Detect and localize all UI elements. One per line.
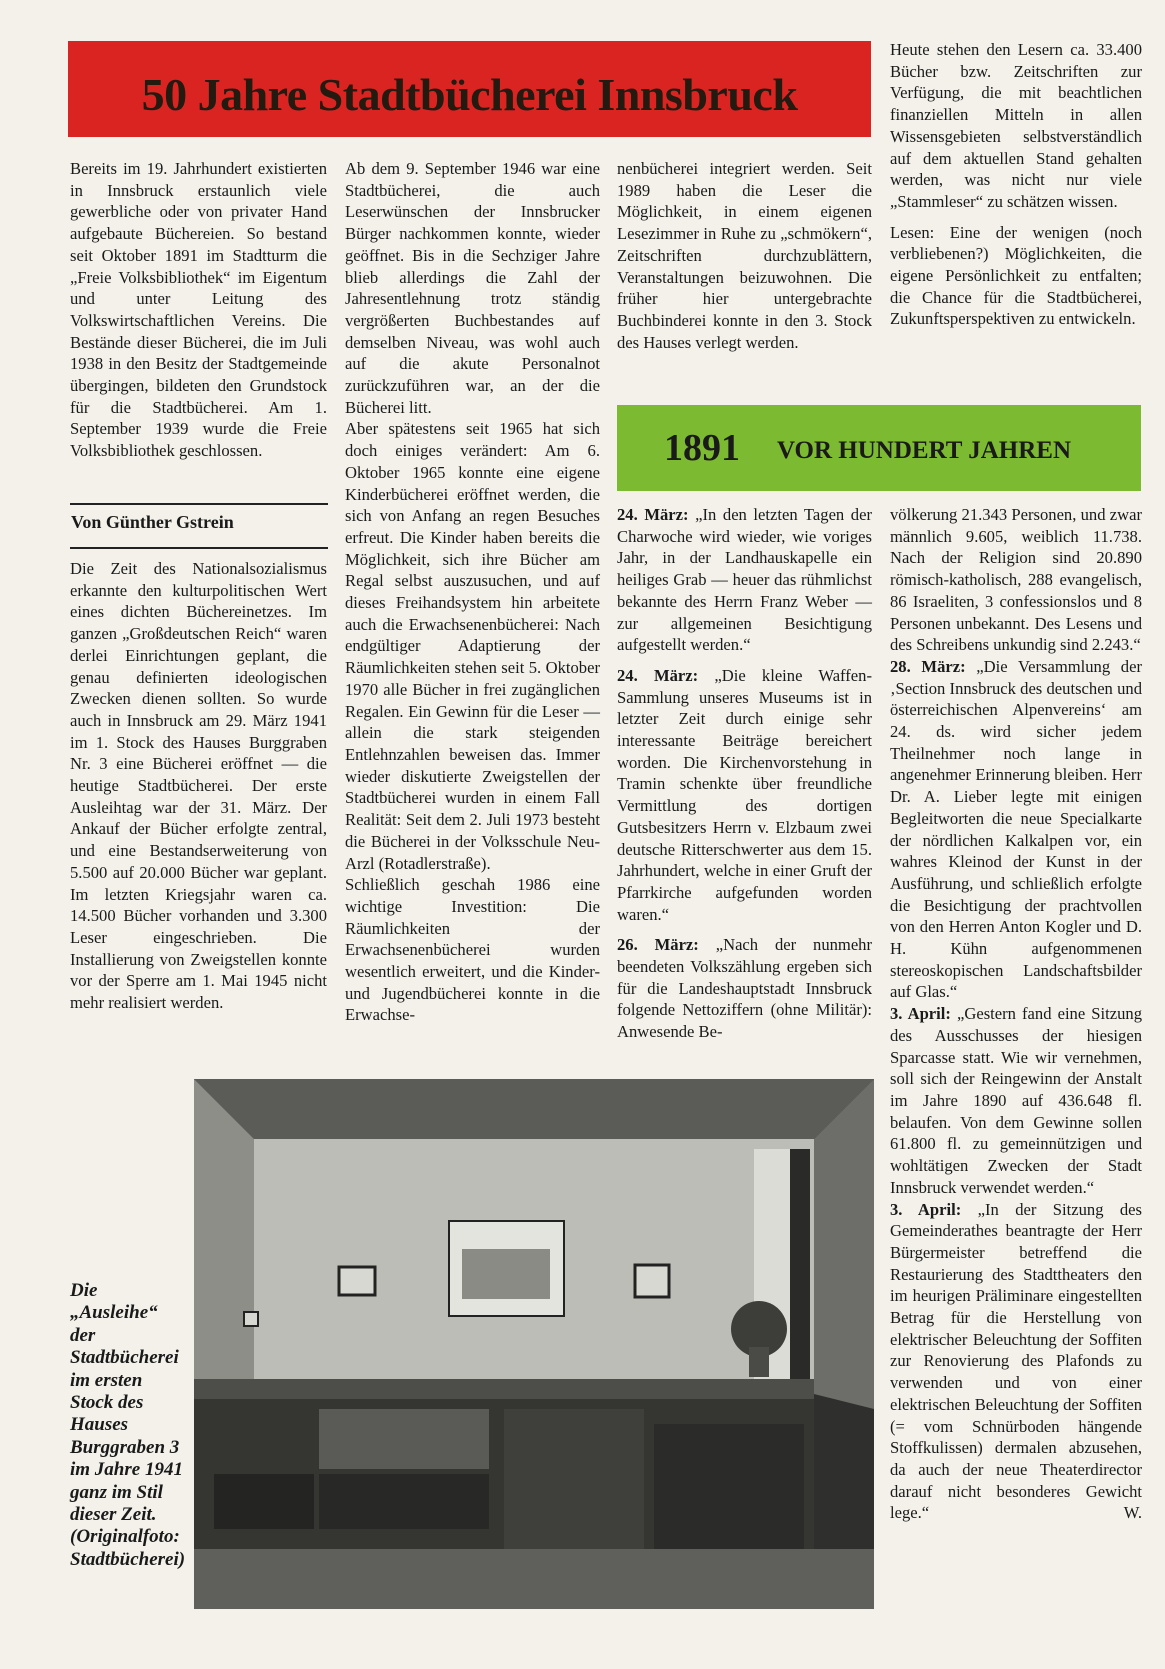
column-2 [345, 158, 600, 1026]
paragraph: Heute stehen den Lesern ca. 33.400 Bücher bzw. Zeitschriften zur Verfügung, die mit beachtlichen finanziellen Mitteln in allen Wissensgebieten selbstverständlich auf dem aktuellen Stand gehalten werden, was nicht nur viele „Stammleser“ zu schätzen wissen. [890, 40, 1142, 211]
entry-text: „In der Sitzung des Gemeinderathes beantragte der Herr Bürgermeister betreffend die Restaurierung des Stadttheaters den im heurigen Präliminare eingestellten Betrag für die Herstellung von elektrischer Beleuchtung der Soffiten zur Renovierung des Plafonds zu verwenden und von einer elektrischen Beleuchtung der Soffiten (= vom Schnürboden hängende Stoffkulissen) dermalen abzusehen, da auch der neue Theaterdirector darauf nicht besonderes Gewicht lege.“ [890, 1199, 1142, 1523]
entry-text: „Die kleine Waffen-Sammlung unseres Museums ist in letzter Zeit durch einige sehr interessante Beiträge bereichert worden. Die Kirchenvorstehung in Tramin schenkte über freundliche Vermittlung des dortigen Gutsbesitzers Herrn v. Elzbaum zwei deutsche Ritterschwerter aus dem 15. Jahrhundert, welche in einer Gruft der Pfarrkirche aufgefunden worden waren.“ [617, 665, 872, 924]
column-1-cont [70, 558, 327, 1014]
entry [890, 656, 1142, 1003]
entry-date: 24. März: [617, 505, 689, 524]
column-4 [890, 504, 1142, 1524]
entry-date: 3. April: [890, 1199, 962, 1219]
divider [70, 547, 328, 549]
entry-text: „Nach der nunmehr beendeten Volkszählung ergeben sich für die Landeshauptstadt Innsbruck folgende Nettoziffern (ohne Militär): Anwesende Be- [617, 935, 873, 1042]
article-title: 50 Jahre Stadtbücherei Innsbruck [141, 68, 798, 120]
entry-date: 26. März: [617, 935, 699, 955]
column-3 [617, 504, 872, 1043]
entry [890, 1199, 1142, 1525]
entry [617, 934, 872, 1043]
column-1 [70, 158, 327, 462]
entry-continued: völkerung 21.343 Personen, und zwar männlich 9.605, weiblich 11.738. Nach der Religion sind 20.890 römisch-katholisch, 288 evangelisch, 86 Israeliten, 3 confessionslos und 8 Personen unbekannt. Des Lesens und des Schreibens unkundig sind 2.243.“ [890, 505, 1142, 655]
banner-year: 1891 [664, 427, 740, 469]
photo-caption: Die „Ausleihe“ der Stadtbücherei im ersten Stock des Hauses Burggraben 3 im Jahre 1941 ganz im Stil dieser Zeit. (Originalfoto: Stadtbücherei) [70, 1280, 186, 1570]
entry-date: 24. März: [617, 665, 699, 685]
paragraph: nenbücherei integriert werden. Seit 1989 haben die Leser die Möglichkeit, in einem eigenen Lesezimmer in Ruhe zu „schmökern“, Zeitschriften durchzublättern, Veranstaltungen beizuwohnen. Die früher hier untergebrachte Buchbinderei konnte in den 3. Stock des Hauses verlegt werden. [617, 159, 872, 352]
paragraph: Aber spätestens seit 1965 hat sich doch einiges verändert: Am 6. Oktober 1965 konnte eine eigene Kinderbücherei eröffnet werden, die sich von Anfang an regen Besuches erfreut. Die Kinder haben bereits die Möglichkeit, sich ihre Bücher am Regal selbst auszusuchen, und auf dieses Freihandsystem hin arbeitete auch die Erwachsenenbücherei: Nach endgültiger Adaptierung der Räumlichkeiten stehen seit 5. Oktober 1970 alle Bücher in frei zugänglichen Regalen. Ein Gewinn für die Leser — allein die stark steigenden Entlehnzahlen beweisen das. Immer wieder diskutierte Zweigstellen der Stadtbücherei wurden in einem Fall Realität: Seit dem 2. Juli 1973 besteht die Bücherei in der Volksschule Neu-Arzl (Rotadlerstraße). [345, 419, 600, 873]
entry-text: „In den letzten Tagen der Charwoche wird wieder, wie voriges Jahr, in der Landhauskapelle ein heiliges Grab — heuer das rühmlichst bekannte des Herrn Franz Weber — zur allgemeinen Besichtigung aufgestellt werden.“ [617, 505, 872, 655]
title-banner [68, 41, 871, 137]
paragraph: Die Zeit des Nationalsozialismus erkannte den kulturpolitischen Wert eines dichten Büchereinetzes. Im ganzen „Großdeutschen Reich“ waren derlei Einrichtungen geplant, die genau definierten ideologischen Zwecken dienen sollten. So wurde auch in Innsbruck am 29. März 1941 im 1. Stock des Hauses Burggraben Nr. 3 eine Bücherei eröffnet — die heutige Stadtbücherei. Der erste Ausleihtag war der 31. März. Der Ankauf der Bücher erfolgte zentral, und eine Bestandserweiterung von 5.500 auf 20.000 Bücher war geplant. Im letzten Kriegsjahr waren ca. 14.500 Bücher vorhanden und 3.300 Leser eingeschrieben. Die Installierung von Zweigstellen konnte vor der Sperre am 1. Mai 1945 nicht mehr realisiert werden. [70, 559, 327, 1013]
byline: Von Günther Gstrein [71, 512, 234, 532]
banner-subtitle: VOR HUNDERT JAHREN [777, 437, 1072, 464]
photo-illustration [194, 1079, 874, 1609]
library-photo [194, 1079, 874, 1609]
paragraph: Lesen: Eine der wenigen (noch verbliebenen?) Möglichkeiten, die eigene Persönlichkeit zu entfalten; die Chance für die Stadtbücherei, Zukunftsperspektiven zu entwickeln. [890, 222, 1142, 329]
entry [617, 665, 872, 925]
column-4-top [890, 39, 1142, 330]
paragraph: Ab dem 9. September 1946 war eine Stadtbücherei, die auch Leserwünschen der Innsbrucker Bürger nachkommen konnte, wieder geöffnet. Bis in die Sechziger Jahre blieb allerdings die Zahl der Jahresentlehnung trotz ständig vergrößerten Buchbestandes auf demselben Niveau, was wohl auch auf die akute Personalnot zurückzuführen war, an der die Bücherei litt. [345, 159, 600, 417]
paragraph: Schließlich geschah 1986 eine wichtige Investition: Die Räumlichkeiten der Erwachsenenbücherei wurden wesentlich erweitert, und die Kinder- und Jugendbücherei konnte in die Erwachse- [345, 875, 600, 1025]
entry-date: 3. April: [890, 1004, 951, 1024]
entry [890, 1003, 1142, 1198]
entry-text: „Gestern fand eine Sitzung des Ausschusses der hiesigen Sparcasse statt. Wie wir vernehmen, soll sich der Reingewinn der Anstalt im Jahre 1890 auf 436.648 fl. belaufen. Von dem Gewinne sollen 61.800 fl. zu gemeinnützigen und wohltätigen Zwecken der Stadt Innsbruck verwendet werden.“ [890, 1004, 1142, 1197]
author-signature: W. [1123, 1503, 1142, 1523]
entry-text: „Die Versammlung der ‚Section Innsbruck des deutschen und österreichischen Alpenvereins‘ am 24. ds. wird sicher jedem Theilnehmer noch lange in angenehmer Erinnerung bleiben. Herr Dr. A. Lieber legte mit einigen Begleitworten die neue Specialkarte der nördlichen Kalkalpen vor, ein wahres Kleinod der Kunst in der Ausführung, und schließlich erfolgte die Besichtigung der prachtvollen von den Herren Anton Kogler und D. H. Kühn aufgenommenen stereoskopischen Landschaftsbilder auf Glas.“ [890, 656, 1142, 1002]
entry [617, 504, 872, 656]
history-banner [617, 405, 1141, 491]
column-3-top [617, 158, 872, 353]
paragraph: Bereits im 19. Jahrhundert existierten in Innsbruck erstaunlich viele gewerbliche oder von privater Hand aufgebaute Büchereien. So bestand seit Oktober 1891 im Stadtturm die „Freie Volksbibliothek“ im Eigentum und unter Leitung des Volkswirtschaftlichen Vereins. Die Bestände dieser Bücherei, die im Juli 1938 in den Besitz der Stadtgemeinde übergingen, bildeten den Grundstock für die Stadtbücherei. Am 1. September 1939 wurde die Freie Volksbibliothek geschlossen. [70, 159, 327, 461]
divider [70, 503, 328, 505]
entry-date: 28. März: [890, 656, 966, 676]
